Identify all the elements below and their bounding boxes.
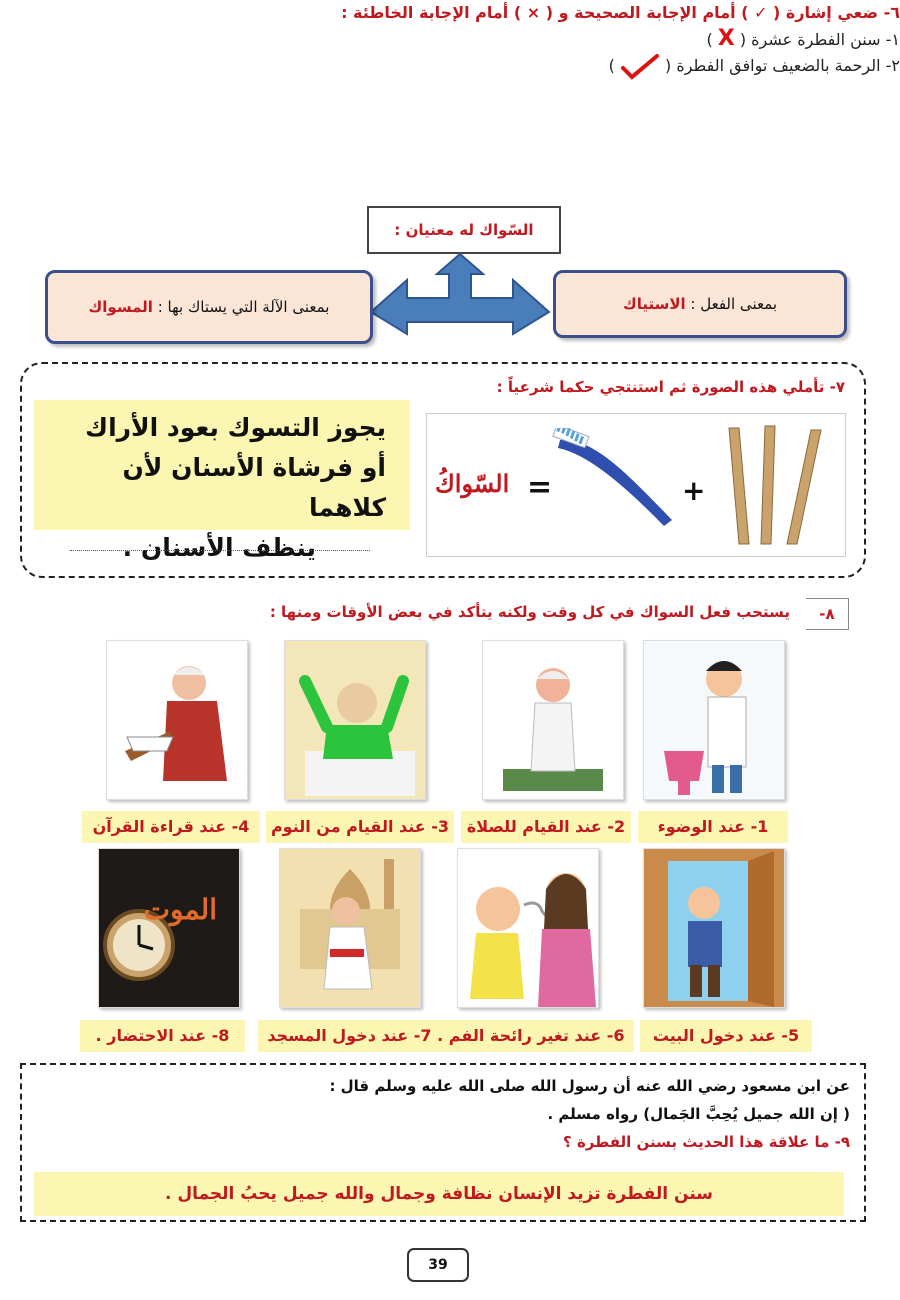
- question-8-title: يستحب فعل السواك في كل وقت ولكنه يتأكد في بعض الأوقات ومنها :: [269, 603, 790, 621]
- question-7-answer: [34, 400, 410, 562]
- answer-line-2: أو فرشاة الأسنان لأن كلاهما: [122, 453, 386, 522]
- question-9-answer: سنن الفطرة تزيد الإنسان نظافة وجمال والله جميل يحبُ الجمال .: [34, 1172, 844, 1216]
- double-arrow-icon: [365, 250, 555, 340]
- caption-6-7: [258, 1020, 634, 1052]
- caption-2: 2- عند القيام للصلاة: [461, 811, 631, 843]
- caption-3: 3- عند القيام من النوم: [266, 811, 454, 843]
- answer-line-3: ينظف الأسنان .: [122, 533, 316, 562]
- item-2-close: ): [608, 56, 615, 75]
- diagram-title: السّواك له معنيان :: [394, 221, 534, 239]
- question-6: [140, 0, 900, 80]
- meaning-action-text: [623, 295, 777, 313]
- question-9-title: ٩- ما علاقة هذا الحديث بسنن الفطرة ؟: [563, 1133, 850, 1151]
- meaning-action-prefix: بمعنى الفعل :: [685, 295, 778, 313]
- caption-1: 1- عند الوضوء: [638, 811, 788, 843]
- picture-wudu: [643, 640, 785, 800]
- item-1-close: ): [706, 30, 713, 49]
- equals-sign: =: [527, 470, 553, 505]
- hadith-line-1: عن ابن مسعود رضي الله عنه أن رسول الله صلى الله عليه وسلم قال :: [329, 1077, 850, 1095]
- question-6-item-2: [140, 53, 900, 80]
- question-8-number: ٨-: [819, 605, 835, 623]
- siwak-label: السّواكُ: [435, 469, 510, 498]
- picture-entering-mosque: [279, 848, 421, 1008]
- picture-quran-reading: [106, 640, 248, 800]
- picture-death-clock: [98, 848, 240, 1008]
- meaning-instrument-text: [89, 298, 330, 316]
- miswak-sticks-icon: [715, 422, 835, 550]
- meaning-action-box: [553, 270, 847, 338]
- picture-bad-breath: [457, 848, 599, 1008]
- question-6-item-1: [140, 26, 900, 53]
- question-8-number-box: [806, 598, 849, 630]
- answer-dotted-line: [70, 550, 370, 551]
- answer-line-1: يجوز التسوك بعود الأراك: [85, 413, 386, 442]
- question-7-title: ٧- تأملي هذه الصورة ثم استنتجي حكما شرعياً :: [496, 378, 845, 396]
- caption-4: 4- عند قراءة القرآن: [82, 811, 260, 843]
- caption-7: 7- عند دخول المسجد: [267, 1026, 432, 1045]
- death-word: الموت: [143, 893, 217, 926]
- picture-entering-house: [643, 848, 785, 1008]
- picture-waking-up: [284, 640, 426, 800]
- item-1-text: ١- سنن الفطرة عشرة (: [739, 30, 900, 49]
- caption-8: 8- عند الاحتضار .: [80, 1020, 245, 1052]
- diagram-title-box: [367, 206, 561, 254]
- meaning-instrument-prefix: بمعنى الآلة التي يستاك بها :: [152, 298, 330, 316]
- toothbrush-icon: [552, 428, 702, 538]
- plus-sign: +: [682, 474, 706, 507]
- picture-prayer: [482, 640, 624, 800]
- question-6-title: ٦- ضعي إشارة ( ✓ ) أمام الإجابة الصحيحة و ( × ) أمام الإجابة الخاطئة :: [341, 3, 900, 22]
- meaning-action-term: الاستياك: [622, 295, 686, 313]
- x-mark-icon: X: [717, 26, 735, 51]
- hadith-text: [50, 1072, 850, 1156]
- hadith-line-2: ( إن الله جميل يُحِبَّ الجَمال) رواه مسلم .: [547, 1105, 850, 1123]
- meaning-instrument-box: [45, 270, 373, 344]
- item-2-text: ٢- الرحمة بالضعيف توافق الفطرة (: [665, 56, 900, 75]
- meaning-instrument-term: المسواك: [88, 298, 153, 316]
- page-number: 39: [407, 1248, 469, 1282]
- caption-5: 5- عند دخول البيت: [640, 1020, 812, 1052]
- caption-6: 6- عند تغير رائحة الفم .: [437, 1026, 625, 1045]
- siwak-equation-image: [426, 413, 846, 557]
- checkmark-icon: [615, 56, 660, 75]
